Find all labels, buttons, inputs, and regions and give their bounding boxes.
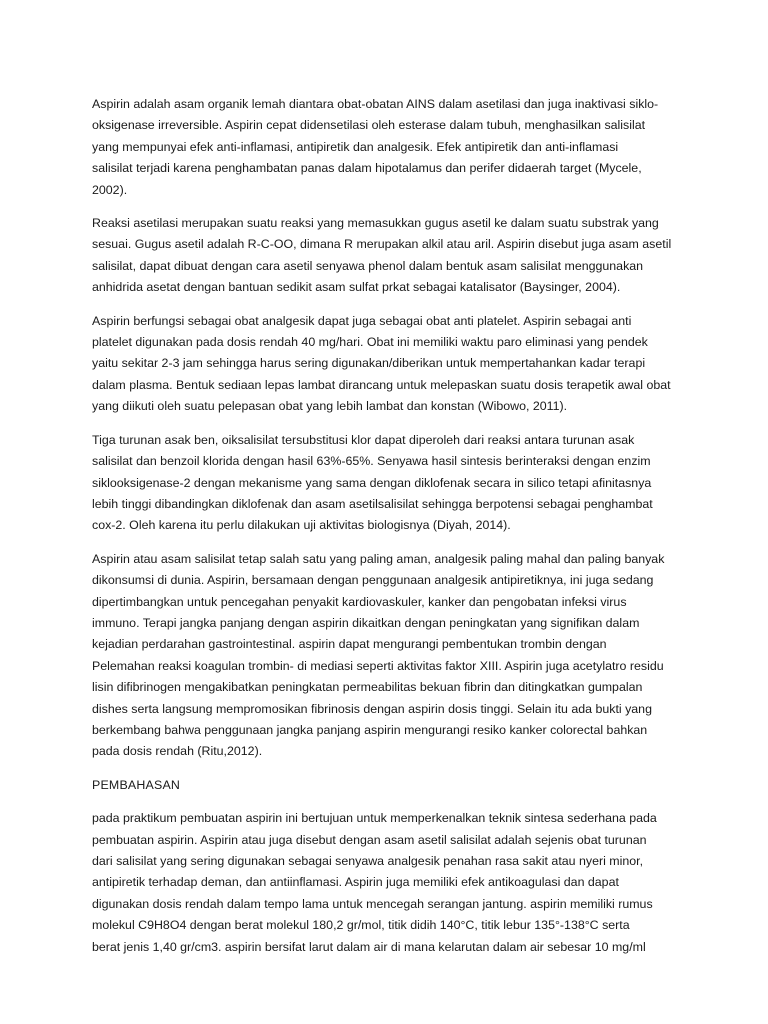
paragraph-antiplatelet-function: Aspirin berfungsi sebagai obat analgesik dapat juga sebagai obat anti platelet. Aspirin sebagai anti platelet digunakan pada dosis rendah 40 mg/hari. Obat ini memiliki waktu paro eliminasi yang pendek yaitu sekitar 2-3 jam sehingga harus sering digunakan/diberikan untuk mempertahankan kadar terapi dalam plasma. Bentuk sediaan lepas lambat dirancang untuk melepaskan suatu dosis terapetik awal obat yang diikuti oleh suatu pelepasan obat yang lebih lambat dan konstan (Wibowo, 2011).: [92, 313, 671, 414]
paragraph-acetylation-reaction: Reaksi asetilasi merupakan suatu reaksi yang memasukkan gugus asetil ke dalam suatu substrak yang sesuai. Gugus asetil adalah R-C-OO, dimana R merupakan alkil atau aril. Aspirin disebut juga asam asetil salisilat, dapat dibuat dengan cara asetil senyawa phenol dalam bentuk asam salisilat menggunakan anhidrida asetat dengan bantuan sedikit asam sulfat prkat sebagai katalisator (Baysinger, 2004).: [92, 216, 672, 295]
section-heading-pembahasan: PEMBAHASAN: [92, 777, 181, 792]
paragraph-salicylate-derivatives: Tiga turunan asak ben, oiksalisilat tersubstitusi klor dapat diperoleh dari reaksi antara turunan asak salisilat dan benzoil klorida dengan hasil 63%-65%. Senyawa hasil sintesis berinteraksi dengan enzim siklooksigenase-2 dengan mekanisme yang sama dengan diklofenak secara in silico tetapi afinitasnya lebih tinggi dibandingkan diklofenak dan asam asetilsalisilat sehingga berpotensi sebagai penghambat cox-2. Oleh karena itu perlu dilakukan uji aktivitas biologisnya (Diyah, 2014).: [92, 432, 653, 533]
paragraph-aspirin-definition: Aspirin adalah asam organik lemah diantara obat-obatan AINS dalam asetilasi dan juga inaktivasi siklo- oksigenase irreversible. Aspirin cepat didensetilasi oleh esterase dalam tubuh, menghasilkan salisilat yang mempunyai efek anti-inflamasi, antipiretik dan analgesik. Efek antipiretik dan anti-inflamasi salisilat terjadi karena penghambatan panas dalam hipotalamus dan perifer didaerah target (Mycele, 2002).: [92, 97, 659, 197]
paragraph-discussion: pada praktikum pembuatan aspirin ini bertujuan untuk memperkenalkan teknik sintesa sederhana pada pembuatan aspirin. Aspirin atau juga disebut dengan asam asetil salisilat adalah sejenis obat turunan dari salisilat yang sering digunakan sebagai senyawa analgesik penahan rasa sakit atau nyeri minor, antipiretik terhadap deman, dan antiinflamasi. Aspirin juga memiliki efek antikoagulasi dan dapat digunakan dosis rendah dalam tempo lama untuk mencegah serangan jantung. aspirin memiliki rumus molekul C9H8O4 dengan berat molekul 180,2 gr/mol, titik didih 140°C, titik lebur 135°-138°C serta berat jenis 1,40 gr/cm3. aspirin bersifat larut dalam air di mana kelarutan dalam air sebesar 10 mg/ml: [92, 811, 657, 954]
document-page: [92, 94, 684, 970]
paragraph-aspirin-safety: Aspirin atau asam salisilat tetap salah satu yang paling aman, analgesik paling mahal dan paling banyak dikonsumsi di dunia. Aspirin, bersamaan dengan penggunaan analgesik antipiretiknya, ini juga sedang dipertimbangkan untuk pencegahan penyakit kardiovaskuler, kanker dan pengobatan infeksi virus immuno. Terapi jangka panjang dengan aspirin dikaitkan dengan peningkatan yang signifikan dalam kejadian perdarahan gastrointestinal. aspirin dapat mengurangi pembentukan trombin dengan Pelemahan reaksi koagulan trombin- di mediasi seperti aktivitas faktor XIII. Aspirin juga acetylatro residu lisin difibrinogen mengakibatkan peningkatan permeabilitas bekuan fibrin dan ditingkatkan gumpalan dishes serta langsung mempromosikan fibrinosis dengan aspirin dosis tinggi. Selain itu ada bukti yang berkembang bahwa penggunaan jangka panjang aspirin mengurangi resiko kanker colorectal bahkan pada dosis rendah (Ritu,2012).: [92, 551, 665, 759]
